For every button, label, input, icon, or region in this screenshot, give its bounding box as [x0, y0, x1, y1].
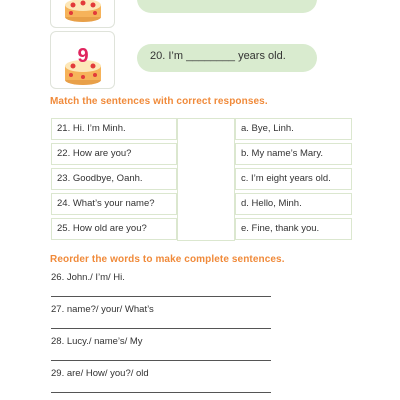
birthday-cake-icon: [59, 36, 107, 88]
match-right-item: b. My name’s Mary.: [235, 143, 352, 165]
reorder-item: 26. John./ I’m/ Hi.: [51, 272, 125, 283]
match-left-item: 22. How are you?: [51, 143, 177, 165]
match-left-item: 24. What’s your name?: [51, 193, 177, 215]
answer-line[interactable]: [51, 360, 271, 361]
match-right-item: e. Fine, thank you.: [235, 218, 352, 240]
bubble-text-bottom: 20. I’m ________ years old.: [150, 50, 286, 62]
cake-number: 9: [77, 45, 89, 67]
reorder-section-heading: Reorder the words to make complete sentences.: [50, 254, 285, 265]
match-right-item: c. I’m eight years old.: [235, 168, 352, 190]
match-section-heading: Match the sentences with correct responses.: [50, 96, 268, 107]
cake-card-bottom: [50, 31, 115, 89]
match-middle-column: [177, 118, 235, 241]
match-left-item: 25. How old are you?: [51, 218, 177, 240]
match-left-item: 23. Goodbye, Oanh.: [51, 168, 177, 190]
match-left-item: 21. Hi. I’m Minh.: [51, 118, 177, 140]
cake-icon: [59, 0, 107, 25]
reorder-item: 27. name?/ your/ What’s: [51, 304, 154, 315]
speech-bubble-bottom: [137, 44, 317, 72]
reorder-item: 28. Lucy./ name’s/ My: [51, 336, 143, 347]
speech-bubble-top: [137, 0, 317, 13]
reorder-item: 29. are/ How/ you?/ old: [51, 368, 149, 379]
match-right-item: a. Bye, Linh.: [235, 118, 352, 140]
answer-line[interactable]: [51, 328, 271, 329]
match-right-item: d. Hello, Minh.: [235, 193, 352, 215]
answer-line[interactable]: [51, 296, 271, 297]
answer-line[interactable]: [51, 392, 271, 393]
cake-card-top: [50, 0, 115, 28]
